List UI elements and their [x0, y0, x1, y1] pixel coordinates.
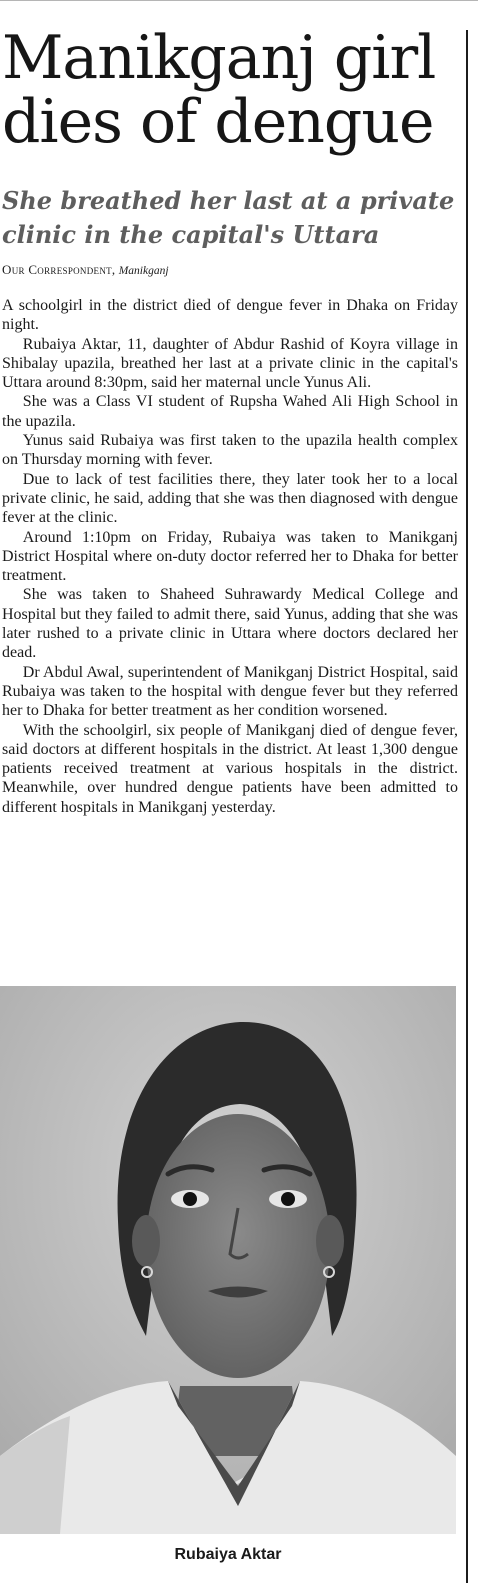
- paragraph: Yunus said Rubaiya was first taken to the upazila health complex on Thursday morning with fever.: [2, 432, 458, 469]
- article-body: [2, 296, 458, 817]
- paragraph: Around 1:10pm on Friday, Rubaiya was taken to Manikganj District Hospital where on-duty doctor referred her to Dhaka for better treatment.: [2, 528, 458, 585]
- paragraph: Dr Abdul Awal, superintendent of Manikganj District Hospital, said Rubaiya was taken to the hospital with dengue fever but they referred her to Dhaka for better treatment as her condition worsened.: [2, 663, 458, 720]
- paragraph: A schoolgirl in the district died of dengue fever in Dhaka on Friday night.: [2, 297, 458, 334]
- headline: Manikganj girl dies of dengue: [2, 23, 436, 157]
- portrait-photo: [0, 986, 456, 1534]
- byline: [2, 262, 460, 279]
- column-rule: [466, 30, 468, 1583]
- paragraph: She was a Class VI student of Rupsha Wahed Ali High School in the upazila.: [2, 393, 458, 430]
- paragraph: Rubaiya Aktar, 11, daughter of Abdur Rashid of Koyra village in Shibalay upazila, breathed her last at a private clinic in the capital's Uttara around 8:30pm, said her maternal uncle Yunus Ali.: [2, 335, 458, 392]
- paragraph: With the schoolgirl, six people of Manikganj died of dengue fever, said doctors at different hospitals in the district. At least 1,300 dengue patients received treatment at various hospitals in the district. Meanwhile, over hundred dengue patients have been admitted to different hospitals in Manikganj yesterday.: [2, 721, 458, 816]
- subheadline: She breathed her last at a private clinic in the capital's Uttara: [2, 186, 455, 249]
- portrait-illustration: [0, 986, 456, 1534]
- byline-author: Our Correspondent,: [2, 262, 116, 277]
- photo-caption: Rubaiya Aktar: [174, 1546, 282, 1563]
- top-rule: [0, 0, 478, 1]
- paragraph: Due to lack of test facilities there, they later took her to a local private clinic, he said, adding that she was then diagnosed with dengue fever at the clinic.: [2, 470, 458, 527]
- byline-place: Manikganj: [118, 265, 169, 277]
- paragraph: She was taken to Shaheed Suhrawardy Medical College and Hospital but they failed to admit there, said Yunus, adding that she was later rushed to a private clinic in Uttara where doctors declared her dead.: [2, 586, 458, 662]
